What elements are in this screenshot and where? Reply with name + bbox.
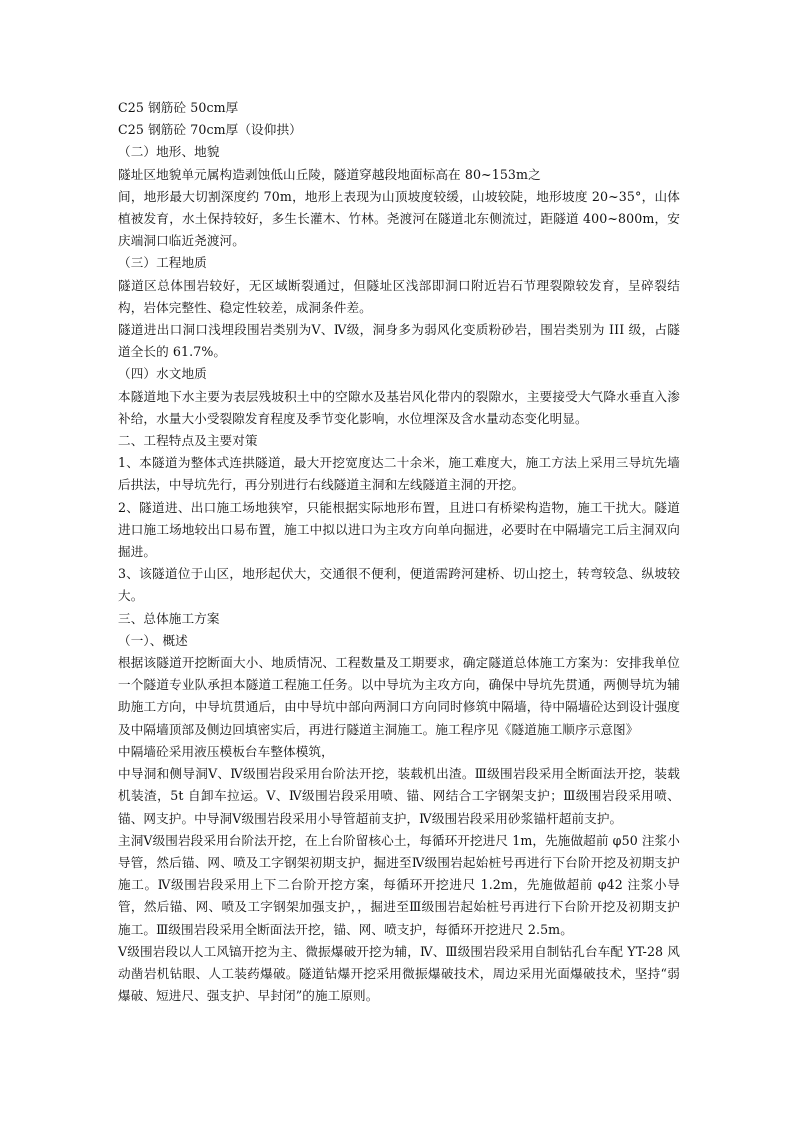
heading-overview: （一）、概述 [118,632,188,648]
feature-item-1: 1、本隧道为整体式连拱隧道，最大开挖宽度达二十余米，施工难度大，施工方法上采用三导坑先墙后拱法，中导坑先行，再分别进行右线隧道主洞和左线隧道主洞的开挖。 [118,455,680,493]
heading-terrain: （二）地形、地貌 [118,144,220,160]
terrain-paragraph-start: 隧址区地貌单元属构造剥蚀低山丘陵，隧道穿越段地面标高在 80~153m之 [118,166,541,182]
blasting-paragraph: Ⅴ级围岩段以人工风镐开挖为主、微振爆破开挖为辅，Ⅳ、Ⅲ级围岩段采用自制钻孔台车配 YT-28 风动凿岩机钻眼、人工装药爆破。隧道钻爆开挖采用微振爆破技术，周边采用光面爆破技术，坚持“弱爆破、短进尺、强支护、早封闭”的施工原则。 [118,943,680,1004]
feature-item-3: 3、该隧道位于山区，地形起伏大，交通很不便利，便道需跨河建桥、切山挖土，转弯较急、纵坡较大。 [118,566,680,604]
spec-line-70cm: C25 钢筋砼 70cm厚（设仰拱） [118,122,302,138]
heading-construction-plan: 三、总体施工方案 [118,610,220,626]
overview-paragraph: 根据该隧道开挖断面大小、地质情况、工程数量及工期要求，确定隧道总体施工方案为：安排我单位一个隧道专业队承担本隧道工程施工任务。以中导坑为主攻方向，确保中导坑先贯通，两侧导坑为辅助施工方向，中导坑贯通后，由中导坑中部向两洞口方向同时修筑中隔墙，待中隔墙砼达到设计强度及中隔墙顶部及侧边回填密实后，再进行隧道主洞施工。施工程序见《隧道施工顺序示意图》 [118,655,680,737]
main-tunnel-paragraph: 主洞Ⅴ级围岩段采用台阶法开挖，在上台阶留核心土，每循环开挖进尺 1m，先施做超前 φ50 注浆小导管，然后锚、网、喷及工字钢架初期支护，掘进至Ⅳ级围岩起始桩号再进行下台阶开挖及初期支护施工。Ⅳ级围岩段采用上下二台阶开挖方案，每循环开挖进尺 1.2m，先施做超前 φ42 注浆小导管，然后锚、网、喷及工字钢架加强支护，，掘进至Ⅲ级围岩起始桩号再进行下台阶开挖及初期支护施工。Ⅲ级围岩段采用全断面法开挖，锚、网、喷支护，每循环开挖进尺 2.5m。 [118,832,680,937]
heading-geology: （三）工程地质 [118,255,207,271]
heading-features: 二、工程特点及主要对策 [118,433,258,449]
spec-line-50cm: C25 钢筋砼 50cm厚 [118,100,239,115]
geology-paragraph-2: 隧道进出口洞口浅埋段围岩类别为Ⅴ、Ⅳ级，洞身多为弱风化变质粉砂岩，围岩类别为 III 级，占隧道全长的 61.7%。 [118,322,680,360]
hydrology-paragraph: 本隧道地下水主要为表层残坡积土中的空隙水及基岩风化带内的裂隙水，主要接受大气降水垂直入渗补给，水量大小受裂隙发育程度及季节变化影响，水位埋深及含水量动态变化明显。 [118,388,680,426]
heading-hydrology: （四）水文地质 [118,366,207,382]
terrain-paragraph: 间，地形最大切割深度约 70m，地形上表现为山顶坡度较缓，山坡较陡，地形坡度 20~35°，山体植被发育，水土保持较好，多生长灌木、竹林。尧渡河在隧道北东侧流过，距隧道 400~800m，安庆端洞口临近尧渡河。 [118,188,680,249]
middle-wall-paragraph: 中隔墙砼采用液压模板台车整体模筑， [118,743,334,759]
pilot-tunnel-paragraph: 中导洞和侧导洞Ⅴ、Ⅳ级围岩段采用台阶法开挖，装载机出渣。Ⅲ级围岩段采用全断面法开挖，装载机装渣，5t 自卸车拉运。Ⅴ、Ⅳ级围岩段采用喷、锚、网结合工字钢架支护；Ⅲ级围岩段采用喷、锚、网支护。中导洞Ⅴ级围岩段采用小导管超前支护，Ⅳ级围岩段采用砂浆锚杆超前支护。 [118,766,680,826]
document-body [118,97,680,1007]
geology-paragraph-1: 隧道区总体围岩较好，无区域断裂通过，但隧址区浅部即洞口附近岩石节理裂隙较发育，呈碎裂结构，岩体完整性、稳定性较差，成洞条件差。 [118,277,680,315]
feature-item-2: 2、隧道进、出口施工场地狭窄，只能根据实际地形布置，且进口有桥梁构造物，施工干扰大。隧道进口施工场地较出口易布置，施工中拟以进口为主攻方向单向掘进，必要时在中隔墙完工后主洞双向掘进。 [118,499,680,560]
